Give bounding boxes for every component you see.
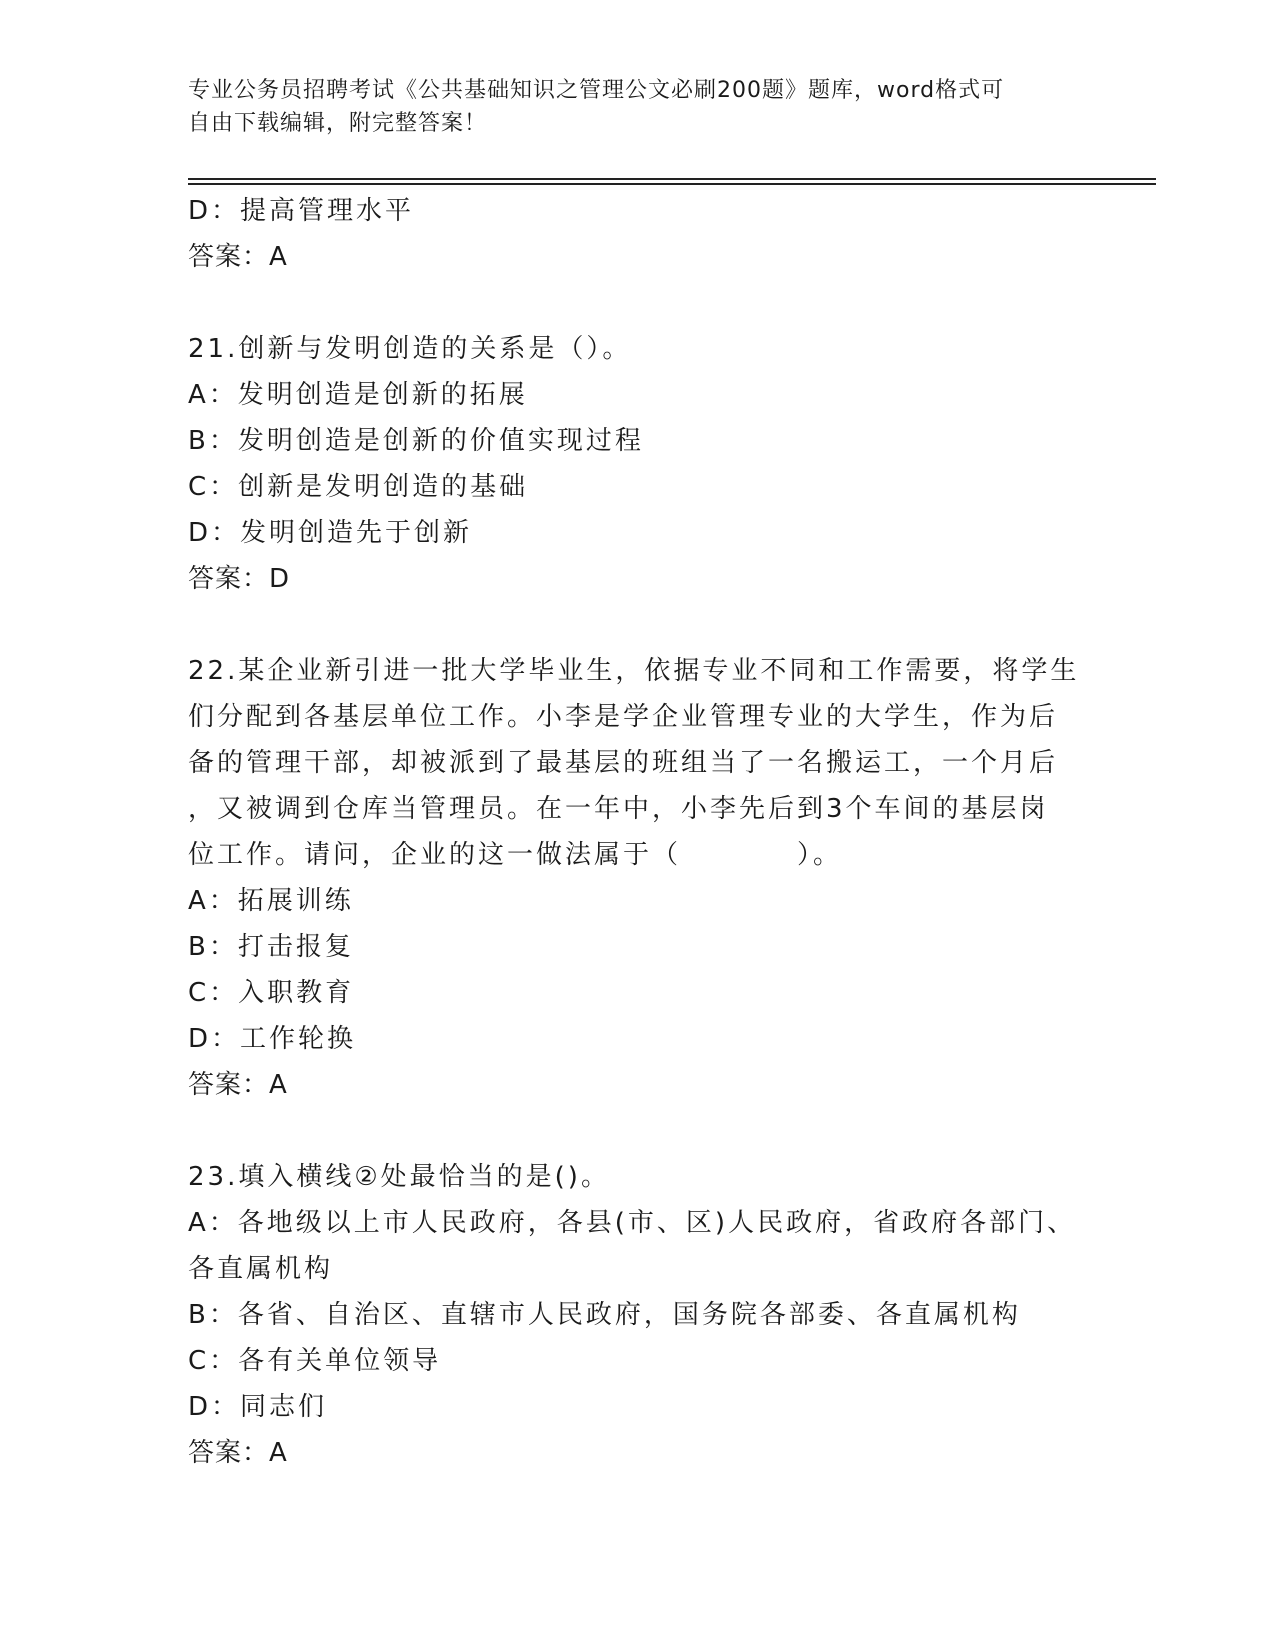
answer: 答案：A — [188, 1438, 288, 1468]
question-stem-line-3: 备的管理干部，却被派到了最基层的班组当了一名搬运工，一个月后 — [188, 748, 1059, 778]
document-header — [188, 74, 1088, 140]
header-rule-bottom — [188, 183, 1156, 185]
question-stem-line-1: 22.某企业新引进一批大学毕业生，依据专业不同和工作需要，将学生 — [188, 656, 1080, 686]
spacer — [188, 280, 1088, 326]
option-d: D：发明创造先于创新 — [188, 518, 473, 548]
spacer — [188, 1108, 1088, 1154]
question-stem: 21.创新与发明创造的关系是（）。 — [188, 334, 632, 364]
answer: 答案：A — [188, 242, 288, 272]
option-c: C：各有关单位领导 — [188, 1346, 442, 1376]
header-rule-top — [188, 178, 1156, 180]
question-20-tail — [188, 188, 1088, 280]
question-stem-line-4: ，又被调到仓库当管理员。在一年中，小李先后到3个车间的基层岗 — [188, 794, 1049, 824]
spacer — [188, 602, 1088, 648]
option-a-line-2: 各直属机构 — [188, 1254, 334, 1284]
question-23 — [188, 1154, 1088, 1476]
header-line-1: 专业公务员招聘考试《公共基础知识之管理公文必刷200题》题库，word格式可 — [188, 78, 1005, 103]
option-a-line-1: A：各地级以上市人民政府，各县(市、区)人民政府，省政府各部门、 — [188, 1208, 1077, 1238]
option-d: D：提高管理水平 — [188, 196, 415, 226]
document-body — [188, 188, 1088, 1476]
answer: 答案：A — [188, 1070, 288, 1100]
option-a: A：拓展训练 — [188, 886, 354, 916]
option-b: B：发明创造是创新的价值实现过程 — [188, 426, 644, 456]
answer: 答案：D — [188, 564, 291, 594]
option-d: D：同志们 — [188, 1392, 328, 1422]
option-c: C：入职教育 — [188, 978, 355, 1008]
option-c: C：创新是发明创造的基础 — [188, 472, 529, 502]
header-line-2: 自由下载编辑，附完整答案！ — [188, 111, 488, 136]
option-d: D：工作轮换 — [188, 1024, 357, 1054]
question-stem-line-5: 位工作。请问，企业的这一做法属于（ ）。 — [188, 840, 843, 870]
question-stem-line-2: 们分配到各基层单位工作。小李是学企业管理专业的大学生，作为后 — [188, 702, 1059, 732]
option-a: A：发明创造是创新的拓展 — [188, 380, 528, 410]
question-22 — [188, 648, 1088, 1108]
question-stem: 23.填入横线②处最恰当的是()。 — [188, 1162, 610, 1192]
option-b: B：各省、自治区、直辖市人民政府，国务院各部委、各直属机构 — [188, 1300, 1021, 1330]
question-21 — [188, 326, 1088, 602]
option-b: B：打击报复 — [188, 932, 354, 962]
